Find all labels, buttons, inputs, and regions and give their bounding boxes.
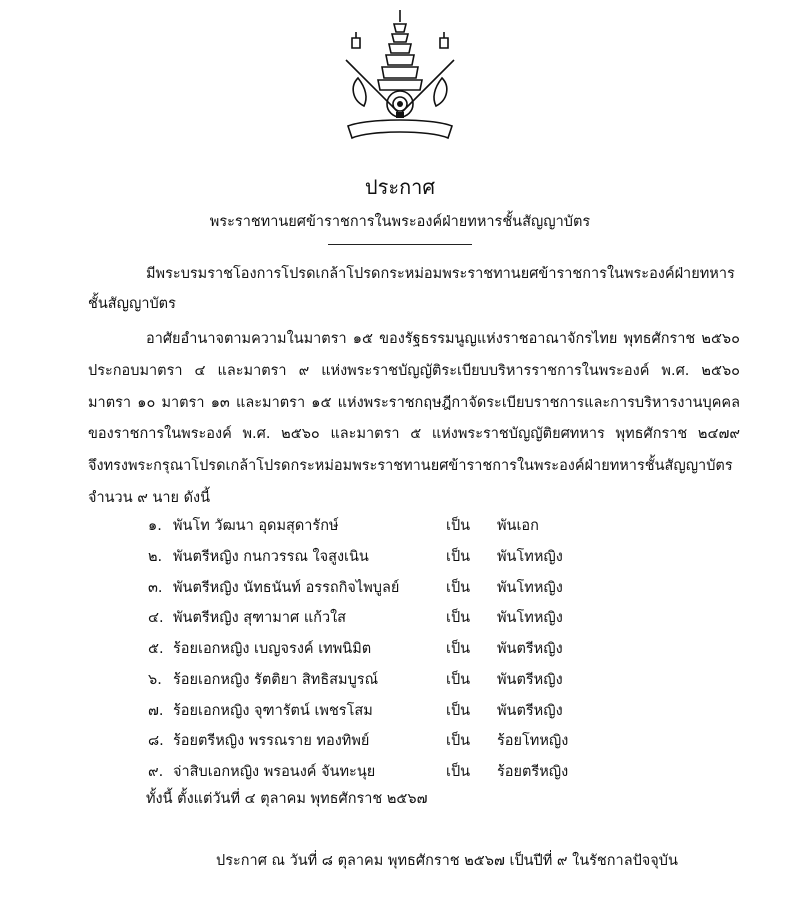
effective-date: ทั้งนี้ ตั้งแต่วันที่ ๔ ตุลาคม พุทธศักราช ๒๕๖๗ bbox=[146, 791, 428, 807]
appointee-connector: เป็น bbox=[446, 549, 471, 565]
appointee-number: ๑. bbox=[148, 518, 162, 534]
basis-line: จำนวน ๙ นาย ดังนี้ bbox=[88, 490, 211, 506]
appointee-row bbox=[0, 606, 800, 630]
appointee-row bbox=[0, 514, 800, 538]
appointee-connector: เป็น bbox=[446, 672, 471, 688]
appointee-row bbox=[0, 668, 800, 692]
appointee-connector: เป็น bbox=[446, 580, 471, 596]
page-subtitle: พระราชทานยศข้าราชการในพระองค์ฝ่ายทหารชั้นสัญญาบัตร bbox=[209, 214, 591, 230]
appointee-connector: เป็น bbox=[446, 733, 471, 749]
appointee-connector: เป็น bbox=[446, 764, 471, 780]
appointee-row bbox=[0, 699, 800, 723]
appointee-number: ๙. bbox=[148, 764, 164, 780]
appointee-connector: เป็น bbox=[446, 610, 471, 626]
appointee-name: ร้อยเอกหญิง รัตติยา สิทธิสมบูรณ์ bbox=[173, 672, 379, 688]
appointee-name: พันตรีหญิง นัทธนันท์ อรรถกิจไพบูลย์ bbox=[173, 580, 400, 596]
appointee-new-rank: ร้อยโทหญิง bbox=[497, 733, 569, 749]
appointee-new-rank: พันโทหญิง bbox=[497, 580, 563, 596]
royal-seal-icon bbox=[338, 8, 462, 144]
appointee-row bbox=[0, 637, 800, 661]
appointee-connector: เป็น bbox=[446, 518, 471, 534]
basis-line: ของราชการในพระองค์ พ.ศ. ๒๕๖๐ และมาตรา ๕ แห่งพระราชบัญญัติยศทหาร พุทธศักราช ๒๔๗๙ bbox=[88, 426, 740, 442]
appointee-connector: เป็น bbox=[446, 641, 471, 657]
appointee-name: ร้อยตรีหญิง พรรณราย ทองทิพย์ bbox=[173, 733, 370, 749]
appointee-new-rank: พันตรีหญิง bbox=[497, 641, 563, 657]
announcement-date: ประกาศ ณ วันที่ ๘ ตุลาคม พุทธศักราช ๒๕๖๗ เป็นปีที่ ๙ ในรัชกาลปัจจุบัน bbox=[216, 853, 678, 869]
appointee-number: ๘. bbox=[148, 733, 164, 749]
appointee-new-rank: ร้อยตรีหญิง bbox=[497, 764, 569, 780]
appointee-new-rank: พันตรีหญิง bbox=[497, 703, 563, 719]
appointee-name: ร้อยเอกหญิง จุฑารัตน์ เพชรโสม bbox=[173, 703, 373, 719]
appointee-name: พันตรีหญิง กนกวรรณ ใจสูงเนิน bbox=[173, 549, 369, 565]
appointee-new-rank: พันเอก bbox=[497, 518, 539, 534]
intro-line: ชั้นสัญญาบัตร bbox=[88, 296, 176, 312]
basis-line: อาศัยอำนาจตามความในมาตรา ๑๕ ของรัฐธรรมนูญแห่งราชอาณาจักรไทย พุทธศักราช ๒๕๖๐ bbox=[146, 331, 740, 347]
appointee-number: ๓. bbox=[148, 580, 163, 596]
appointee-name: จ่าสิบเอกหญิง พรอนงค์ จันทะนุย bbox=[173, 764, 376, 780]
title-divider bbox=[328, 244, 472, 245]
appointee-row bbox=[0, 545, 800, 569]
basis-line: มาตรา ๑๐ มาตรา ๑๓ และมาตรา ๑๕ แห่งพระราชกฤษฎีกาจัดระเบียบราชการและการบริหารงานบุคคล bbox=[88, 395, 740, 411]
appointee-number: ๒. bbox=[148, 549, 163, 565]
appointee-row bbox=[0, 576, 800, 600]
appointee-number: ๕. bbox=[148, 641, 164, 657]
appointee-new-rank: พันโทหญิง bbox=[497, 549, 563, 565]
appointee-connector: เป็น bbox=[446, 703, 471, 719]
appointee-number: ๗. bbox=[148, 703, 164, 719]
basis-line: ประกอบมาตรา ๔ และมาตรา ๙ แห่งพระราชบัญญัติระเบียบบริหารราชการในพระองค์ พ.ศ. ๒๕๖๐ bbox=[88, 363, 740, 379]
page-title: ประกาศ bbox=[364, 175, 436, 199]
appointee-name: พันตรีหญิง สุฑามาศ แก้วใส bbox=[173, 610, 347, 626]
appointee-name: ร้อยเอกหญิง เบญจรงค์ เทพนิมิต bbox=[173, 641, 372, 657]
appointee-row bbox=[0, 729, 800, 753]
basis-line: จึงทรงพระกรุณาโปรดเกล้าโปรดกระหม่อมพระราชทานยศข้าราชการในพระองค์ฝ่ายทหารชั้นสัญญาบัตร bbox=[88, 458, 733, 474]
appointee-number: ๖. bbox=[148, 672, 162, 688]
appointee-row bbox=[0, 760, 800, 784]
intro-line: มีพระบรมราชโองการโปรดเกล้าโปรดกระหม่อมพระราชทานยศข้าราชการในพระองค์ฝ่ายทหาร bbox=[146, 266, 735, 282]
appointee-new-rank: พันโทหญิง bbox=[497, 610, 563, 626]
appointee-name: พันโท วัฒนา อุดมสุดารักษ์ bbox=[173, 518, 339, 534]
appointee-number: ๔. bbox=[148, 610, 164, 626]
appointee-new-rank: พันตรีหญิง bbox=[497, 672, 563, 688]
